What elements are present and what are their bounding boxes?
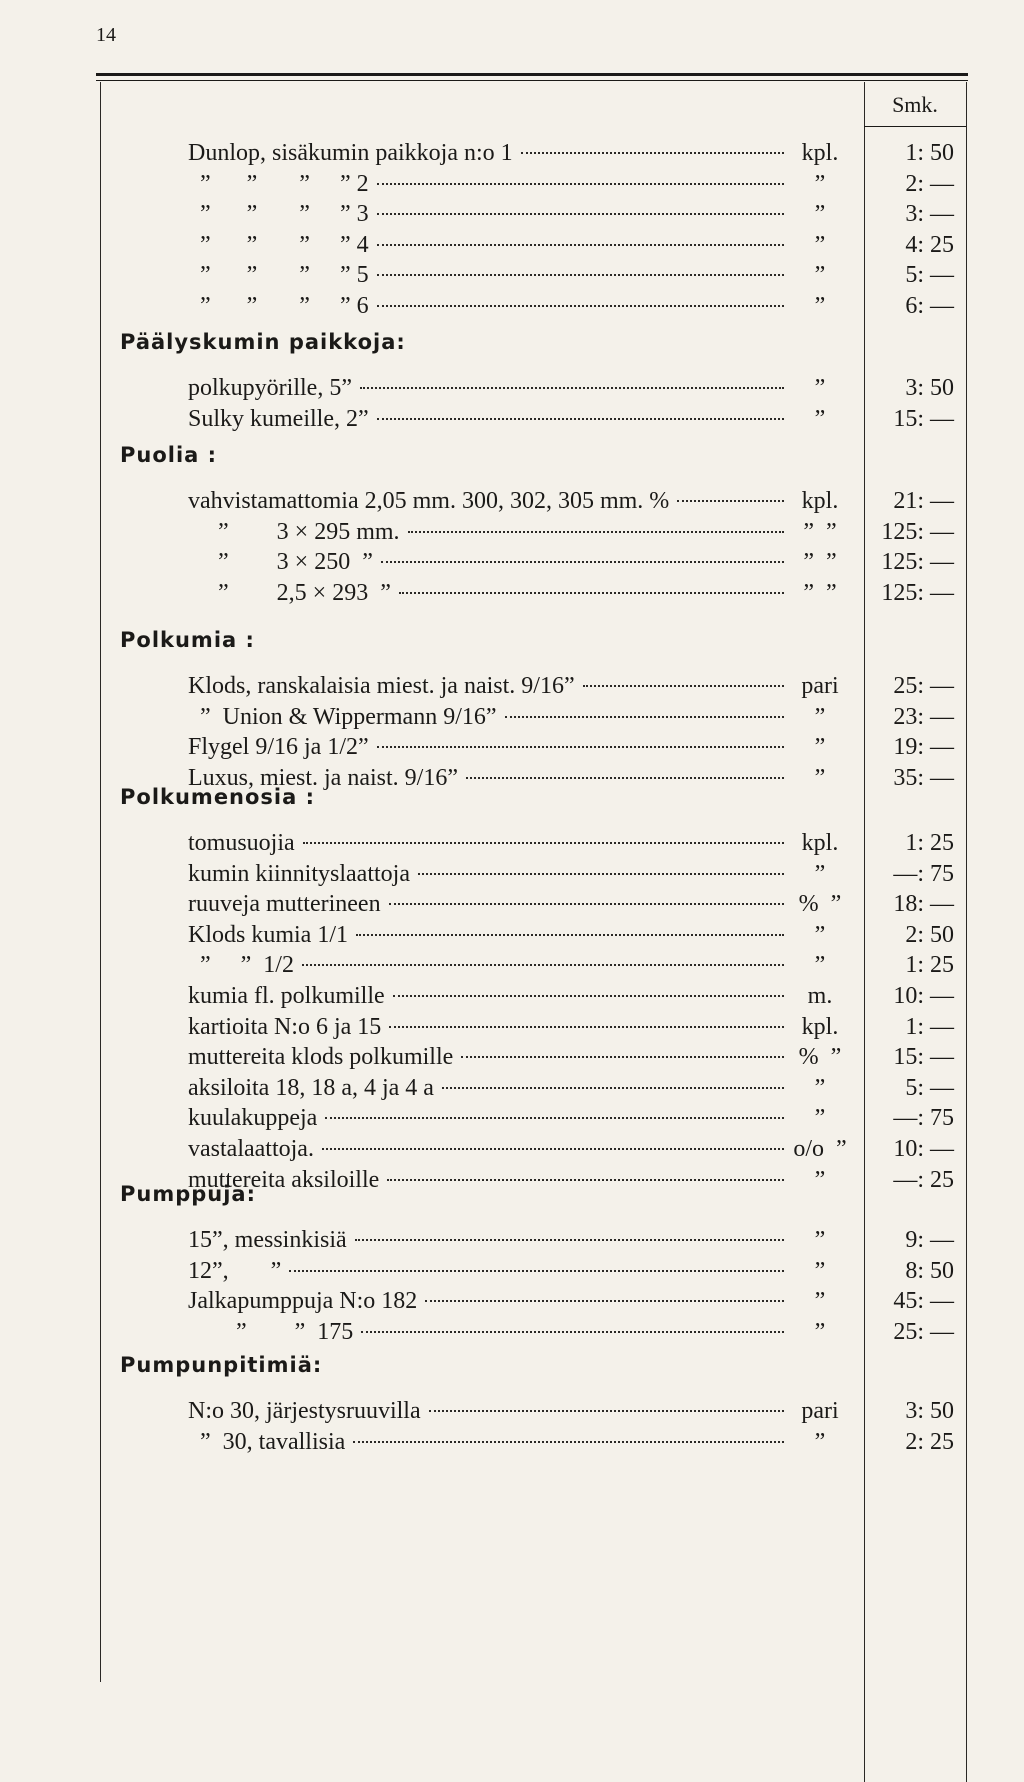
item-description: Klods kumia 1/1 <box>188 921 348 948</box>
price-row <box>188 704 848 734</box>
dot-leader <box>381 561 784 563</box>
price-row <box>188 734 848 764</box>
item-unit: ” ” <box>803 518 837 545</box>
item-price: 5: — <box>905 262 954 289</box>
item-unit: pari <box>801 1398 839 1424</box>
dot-leader <box>461 1056 784 1058</box>
item-unit: ” <box>814 952 826 979</box>
item-description: ” 3 × 295 mm. <box>188 518 400 545</box>
item-price: 125: — <box>881 579 954 606</box>
dot-leader <box>355 1239 784 1241</box>
item-price: 2: 25 <box>905 1428 954 1455</box>
page-number: 14 <box>96 24 116 46</box>
item-unit: ” <box>814 703 826 730</box>
price-row <box>188 1044 848 1074</box>
item-unit: ” <box>814 1428 826 1455</box>
item-price: 2: 50 <box>905 921 954 948</box>
price-row <box>188 232 848 262</box>
item-description: ” ” ” ” 2 <box>188 170 369 197</box>
item-unit: ” <box>814 231 826 258</box>
item-description: ” ” ” ” 5 <box>188 262 369 289</box>
top-rule <box>96 73 968 76</box>
item-price: 45: — <box>893 1288 954 1315</box>
item-unit: kpl. <box>801 488 839 514</box>
dot-leader <box>303 842 784 844</box>
price-row <box>188 375 848 405</box>
item-unit: kpl. <box>801 1013 839 1040</box>
item-description: ” 2,5 × 293 ” <box>188 579 391 606</box>
item-description: ” 30, tavallisia <box>188 1428 346 1455</box>
price-row <box>188 262 848 292</box>
item-description: vastalaattoja. <box>188 1136 314 1162</box>
item-price: 18: — <box>893 891 954 918</box>
dot-leader <box>425 1300 784 1302</box>
price-row <box>188 1258 848 1288</box>
item-unit: ” <box>814 262 826 289</box>
dot-leader <box>466 777 784 779</box>
item-description: ” ” ” ” 3 <box>188 201 369 228</box>
price-row <box>188 171 848 201</box>
section-title: Polkumia : <box>120 628 255 652</box>
dot-leader <box>387 1179 784 1181</box>
price-row <box>188 1167 848 1197</box>
dot-leader <box>377 746 784 748</box>
item-unit: ” <box>814 1318 826 1345</box>
item-description: Jalkapumppuja N:o 182 <box>188 1288 418 1315</box>
price-row <box>188 1075 848 1105</box>
item-unit: ” ” <box>803 579 837 606</box>
price-row <box>188 1319 848 1349</box>
item-price: 8: 50 <box>905 1257 954 1284</box>
item-description: tomusuojia <box>188 830 295 856</box>
item-unit: % ” <box>798 891 842 918</box>
right-column-line <box>966 82 967 1782</box>
item-price: —: 25 <box>893 1166 954 1193</box>
item-price: —: 75 <box>893 860 954 887</box>
item-unit: ” <box>814 170 826 197</box>
currency-header: Smk. <box>892 92 938 117</box>
section-title: Pumppuja: <box>120 1182 257 1206</box>
dot-leader <box>325 1117 784 1119</box>
item-price: 125: — <box>881 518 954 545</box>
item-description: ” Union & Wippermann 9/16” <box>188 703 497 730</box>
dot-leader <box>429 1410 784 1412</box>
item-price: 3: 50 <box>905 1398 954 1424</box>
price-row <box>188 983 848 1013</box>
item-price: 15: — <box>893 405 954 432</box>
dot-leader <box>377 244 784 246</box>
dot-leader <box>377 213 784 215</box>
item-price: 3: — <box>905 201 954 228</box>
item-unit: ” <box>814 1105 826 1132</box>
item-description: ruuveja mutterineen <box>188 891 381 918</box>
dot-leader <box>399 592 784 594</box>
price-row <box>188 1398 848 1428</box>
item-price: 1: — <box>905 1013 954 1040</box>
price-row <box>188 1014 848 1044</box>
item-price: 15: — <box>893 1044 954 1071</box>
section-title: Pumpunpitimiä: <box>120 1353 323 1377</box>
item-description: kartioita N:o 6 ja 15 <box>188 1013 382 1040</box>
dot-leader <box>377 418 784 420</box>
item-description: Klods, ranskalaisia miest. ja naist. 9/16” <box>188 673 575 699</box>
item-unit: % ” <box>798 1044 842 1071</box>
item-description: ” 3 × 250 ” <box>188 549 373 576</box>
item-price: 4: 25 <box>905 231 954 258</box>
item-unit: ” <box>814 734 826 761</box>
currency-header-rule <box>864 126 966 127</box>
item-description: Flygel 9/16 ja 1/2” <box>188 734 369 761</box>
dot-leader <box>356 934 784 936</box>
item-unit: ” <box>814 1074 826 1101</box>
item-price: 9: — <box>905 1227 954 1253</box>
item-description: kuulakuppeja <box>188 1105 318 1132</box>
item-description: ” ” 1/2 <box>188 952 294 979</box>
item-unit: ” ” <box>803 549 837 576</box>
dot-leader <box>583 685 784 687</box>
price-row <box>188 140 848 170</box>
price-row <box>188 1227 848 1257</box>
dot-leader <box>418 873 784 875</box>
dot-leader <box>408 531 784 533</box>
item-price: 5: — <box>905 1074 954 1101</box>
dot-leader <box>302 964 784 966</box>
dot-leader <box>389 1026 784 1028</box>
dot-leader <box>521 152 784 154</box>
item-description: muttereita aksiloille <box>188 1166 380 1193</box>
dot-leader <box>505 716 784 718</box>
left-column-line <box>100 82 101 1682</box>
item-price: —: 75 <box>893 1105 954 1132</box>
item-description: Luxus, miest. ja naist. 9/16” <box>188 764 458 791</box>
price-row <box>188 952 848 982</box>
item-unit: ” <box>814 1257 826 1284</box>
item-price: 2: — <box>905 170 954 197</box>
item-description: ” ” ” ” 6 <box>188 293 369 319</box>
price-row <box>188 861 848 891</box>
price-row <box>188 406 848 436</box>
item-price: 1: 25 <box>905 952 954 979</box>
item-price: 23: — <box>893 703 954 730</box>
item-price: 35: — <box>893 764 954 791</box>
item-unit: ” <box>814 921 826 948</box>
item-description: N:o 30, järjestysruuvilla <box>188 1398 421 1424</box>
item-description: Dunlop, sisäkumin paikkoja n:o 1 <box>188 140 513 166</box>
price-row <box>188 549 848 579</box>
item-unit: ” <box>814 764 826 791</box>
section-title: Päälyskumin paikkoja: <box>120 330 406 354</box>
price-row <box>188 1136 848 1166</box>
price-row <box>188 1288 848 1318</box>
item-description: 15”, messinkisiä <box>188 1227 347 1253</box>
dot-leader <box>360 387 784 389</box>
price-row <box>188 519 848 549</box>
price-row <box>188 293 848 323</box>
item-price: 1: 50 <box>905 140 954 166</box>
price-row <box>188 1429 848 1459</box>
price-row <box>188 1105 848 1135</box>
item-unit: o/o ” <box>793 1136 847 1162</box>
item-description: ” ” 175 <box>188 1318 354 1345</box>
item-description: vahvistamattomia 2,05 mm. 300, 302, 305 mm. % <box>188 488 670 514</box>
item-description: kumia fl. polkumille <box>188 983 385 1009</box>
price-row <box>188 673 848 703</box>
item-price: 125: — <box>881 549 954 576</box>
top-rule-thin <box>96 80 968 81</box>
item-price: 25: — <box>893 673 954 699</box>
section-title: Puolia : <box>120 443 218 467</box>
item-unit: ” <box>814 1166 826 1193</box>
dot-leader <box>377 274 784 276</box>
item-price: 19: — <box>893 734 954 761</box>
dot-leader <box>393 995 784 997</box>
item-description: kumin kiinnityslaattoja <box>188 860 410 887</box>
item-unit: ” <box>814 375 826 401</box>
item-unit: kpl. <box>801 140 839 166</box>
item-description: Sulky kumeille, 2” <box>188 405 369 432</box>
item-unit: ” <box>814 293 826 319</box>
item-description: aksiloita 18, 18 a, 4 ja 4 a <box>188 1074 434 1101</box>
dot-leader <box>289 1270 784 1272</box>
dot-leader <box>389 903 784 905</box>
item-unit: ” <box>814 405 826 432</box>
section-title: Polkumenosia : <box>120 785 316 809</box>
item-price: 10: — <box>893 1136 954 1162</box>
item-unit: ” <box>814 201 826 228</box>
item-unit: kpl. <box>801 830 839 856</box>
item-unit: m. <box>807 983 833 1009</box>
dot-leader <box>322 1148 784 1150</box>
item-unit: ” <box>814 1288 826 1315</box>
price-row <box>188 891 848 921</box>
dot-leader <box>677 500 784 502</box>
price-row <box>188 580 848 610</box>
item-description: ” ” ” ” 4 <box>188 231 369 258</box>
price-row <box>188 830 848 860</box>
item-unit: ” <box>814 860 826 887</box>
item-price: 3: 50 <box>905 375 954 401</box>
dot-leader <box>377 183 784 185</box>
dot-leader <box>353 1441 784 1443</box>
item-description: polkupyörille, 5” <box>188 375 352 401</box>
item-unit: ” <box>814 1227 826 1253</box>
dot-leader <box>361 1331 784 1333</box>
item-unit: pari <box>801 673 839 699</box>
item-price: 6: — <box>905 293 954 319</box>
price-row <box>188 922 848 952</box>
item-description: 12”, ” <box>188 1257 282 1284</box>
item-price: 1: 25 <box>905 830 954 856</box>
item-price: 10: — <box>893 983 954 1009</box>
item-price: 21: — <box>893 488 954 514</box>
item-description: muttereita klods polkumille <box>188 1044 454 1071</box>
price-row <box>188 488 848 518</box>
dot-leader <box>377 305 784 307</box>
dot-leader <box>442 1087 784 1089</box>
price-row <box>188 201 848 231</box>
item-price: 25: — <box>893 1318 954 1345</box>
